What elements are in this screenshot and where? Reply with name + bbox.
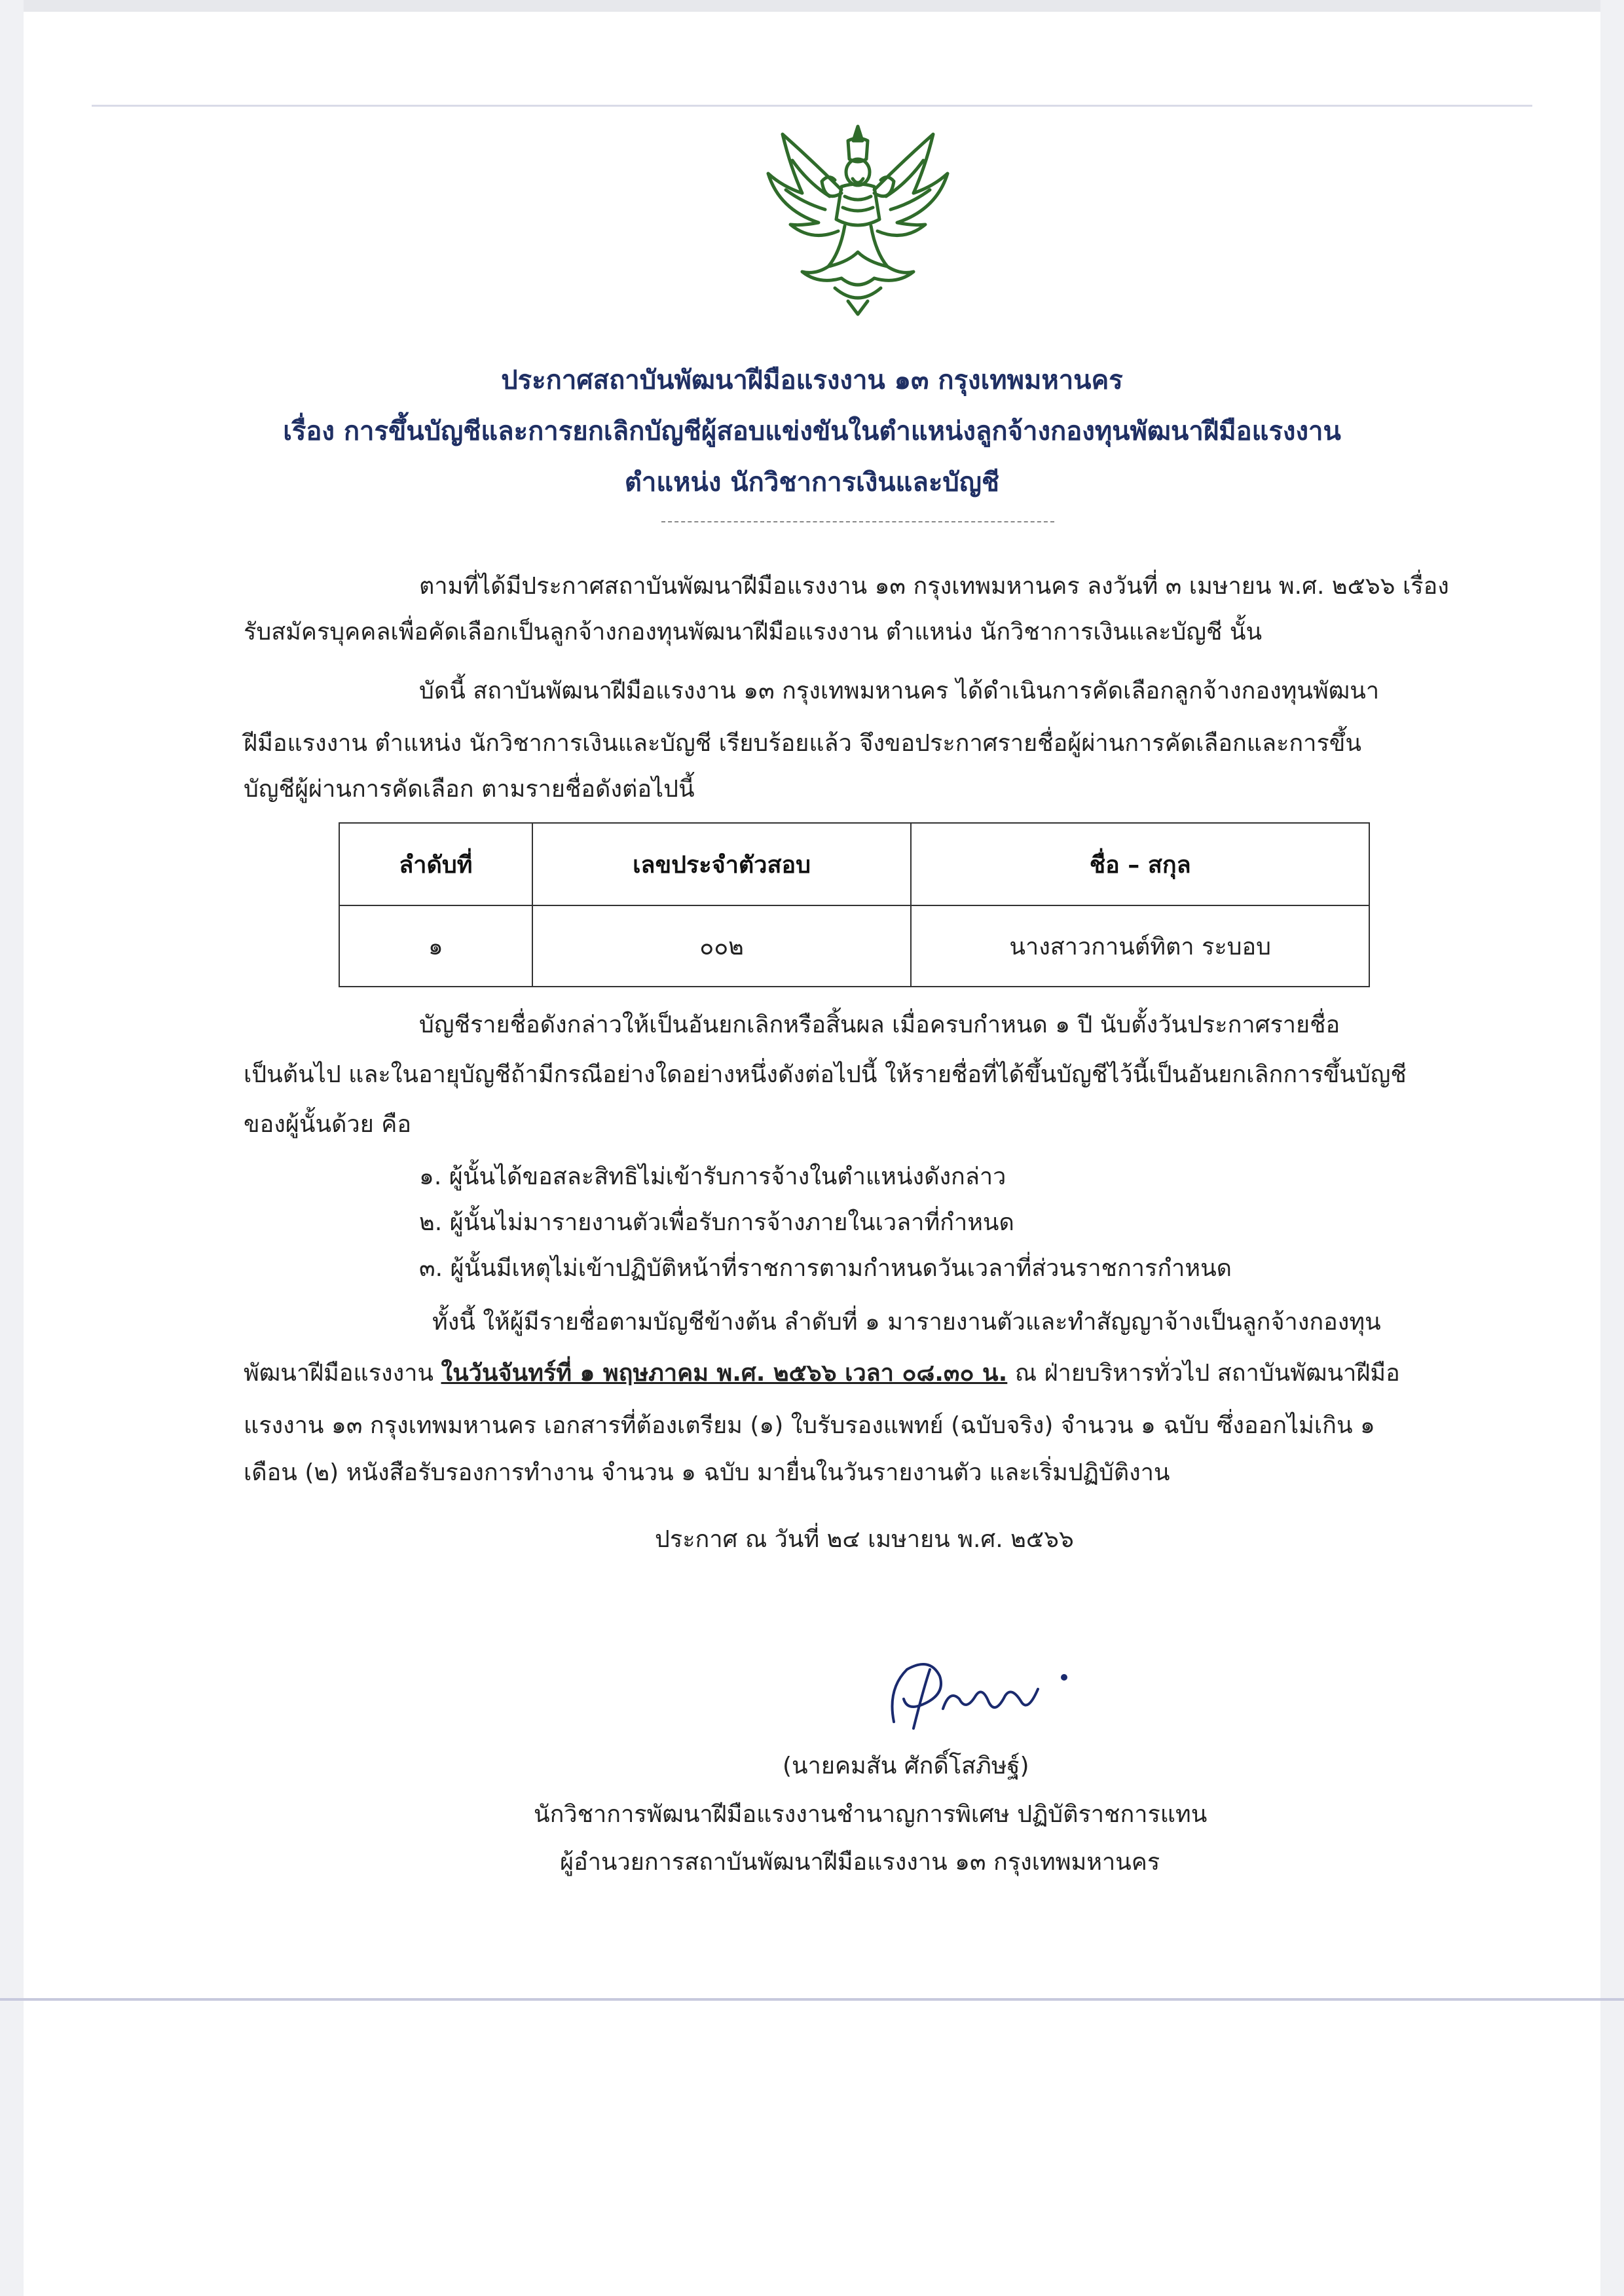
table-row (339, 905, 1369, 987)
garuda-emblem-icon (756, 121, 959, 318)
condition-item-3: ๓. ผู้นั้นมีเหตุไม่เข้าปฏิบัติหน้าที่ราชการตามกำหนดวันเวลาที่ส่วนราชการกำหนด (419, 1255, 1232, 1282)
condition-item-1: ๑. ผู้นั้นได้ขอสละสิทธิไม่เข้ารับการจ้างในตำแหน่งดังกล่าว (419, 1163, 1006, 1190)
announcement-title: ประกาศสถาบันพัฒนาฝีมือแรงงาน ๑๓ กรุงเทพมหานคร (501, 365, 1123, 395)
announcement-subject: เรื่อง การขึ้นบัญชีและการยกเลิกบัญชีผู้สอบแข่งขันในตำแหน่งลูกจ้างกองทุนพัฒนาฝีมือแรงงาน (283, 416, 1341, 446)
scan-edge-top (0, 0, 1624, 12)
paragraph-3-line-3: ของผู้นั้นด้วย คือ (244, 1111, 411, 1138)
paragraph-3-line-1: บัญชีรายชื่อดังกล่าวให้เป็นอันยกเลิกหรือสิ้นผล เมื่อครบกำหนด ๑ ปี นับตั้งวันประกาศรายชื่อ (419, 1011, 1340, 1038)
paragraph-4-line-2-start: พัฒนาฝีมือแรงงาน (244, 1360, 441, 1387)
signer-organization: ผู้อำนวยการสถาบันพัฒนาฝีมือแรงงาน ๑๓ กรุงเทพมหานคร (560, 1849, 1160, 1876)
signer-name: (นายคมสัน ศักดิ์โสภิษฐ์) (783, 1753, 1029, 1779)
paragraph-2-line-2: ฝีมือแรงงาน ตำแหน่ง นักวิชาการเงินและบัญชี เรียบร้อยแล้ว จึงขอประกาศรายชื่อผู้ผ่านการคัดเลือกและการขึ้น (244, 730, 1361, 757)
paragraph-2-line-1: บัดนี้ สถาบันพัฒนาฝีมือแรงงาน ๑๓ กรุงเทพมหานคร ได้ดำเนินการคัดเลือกลูกจ้างกองทุนพัฒนา (419, 678, 1380, 704)
scan-line-bottom (0, 1998, 1624, 2001)
table-header-row (339, 823, 1369, 905)
announcement-position: ตำแหน่ง นักวิชาการเงินและบัญชี (624, 467, 1000, 498)
handwritten-signature-icon (868, 1650, 1084, 1741)
paragraph-1-line-1: ตามที่ได้มีประกาศสถาบันพัฒนาฝีมือแรงงาน ๑๓ กรุงเทพมหานคร ลงวันที่ ๓ เมษายน พ.ศ. ๒๕๖๖ เรื่อง (419, 573, 1449, 600)
paragraph-1-line-2: รับสมัครบุคคลเพื่อคัดเลือกเป็นลูกจ้างกองทุนพัฒนาฝีมือแรงงาน ตำแหน่ง นักวิชาการเงินและบัญชี นั้น (244, 619, 1263, 646)
cell-name: นางสาวกานต์ทิตา ระบอบ (911, 905, 1369, 987)
scan-margin-left (0, 0, 24, 2296)
column-header-exam-id: เลขประจำตัวสอบ (532, 823, 912, 905)
cell-order: ๑ (339, 905, 532, 987)
announcement-date: ประกาศ ณ วันที่ ๒๔ เมษายน พ.ศ. ๒๕๖๖ (655, 1526, 1074, 1553)
paragraph-4-line-3: แรงงาน ๑๓ กรุงเทพมหานคร เอกสารที่ต้องเตรียม (๑) ใบรับรองแพทย์ (ฉบับจริง) จำนวน ๑ ฉบับ ซึ่งออกไม่เกิน ๑ (244, 1412, 1375, 1439)
scan-margin-right (1600, 0, 1624, 2296)
cell-exam-id: ๐๐๒ (532, 905, 912, 987)
condition-item-2: ๒. ผู้นั้นไม่มารายงานตัวเพื่อรับการจ้างภายในเวลาที่กำหนด (419, 1209, 1014, 1236)
paragraph-4-line-4: เดือน (๒) หนังสือรับรองการทำงาน จำนวน ๑ ฉบับ มายื่นในวันรายงานตัว และเริ่มปฏิบัติงาน (244, 1459, 1170, 1486)
paragraph-2-line-3: บัญชีผู้ผ่านการคัดเลือก ตามรายชื่อดังต่อไปนี้ (244, 776, 695, 803)
report-date-emphasis: ในวันจันทร์ที่ ๑ พฤษภาคม พ.ศ. ๒๕๖๖ เวลา ๐๘.๓๐ น. (441, 1360, 1008, 1387)
title-divider (661, 521, 1054, 522)
signer-position: นักวิชาการพัฒนาฝีมือแรงงานชำนาญการพิเศษ ปฏิบัติราชการแทน (534, 1801, 1208, 1828)
scan-line-top (92, 105, 1532, 107)
paragraph-4-line-1: ทั้งนี้ ให้ผู้มีรายชื่อตามบัญชีข้างต้น ลำดับที่ ๑ มารายงานตัวและทำสัญญาจ้างเป็นลูกจ้างกองทุน (432, 1309, 1381, 1336)
paragraph-4-line-2 (244, 1354, 1400, 1391)
column-header-name: ชื่อ – สกุล (911, 823, 1369, 905)
paragraph-4-line-2-end: ณ ฝ่ายบริหารทั่วไป สถาบันพัฒนาฝีมือ (1007, 1360, 1400, 1387)
results-table (339, 822, 1370, 987)
paragraph-3-line-2: เป็นต้นไป และในอายุบัญชีถ้ามีกรณีอย่างใดอย่างหนึ่งดังต่อไปนี้ ให้รายชื่อที่ได้ขึ้นบัญชีไว้นี้เป็นอันยกเลิกการขึ้นบัญชี (244, 1061, 1407, 1088)
column-header-order: ลำดับที่ (339, 823, 532, 905)
